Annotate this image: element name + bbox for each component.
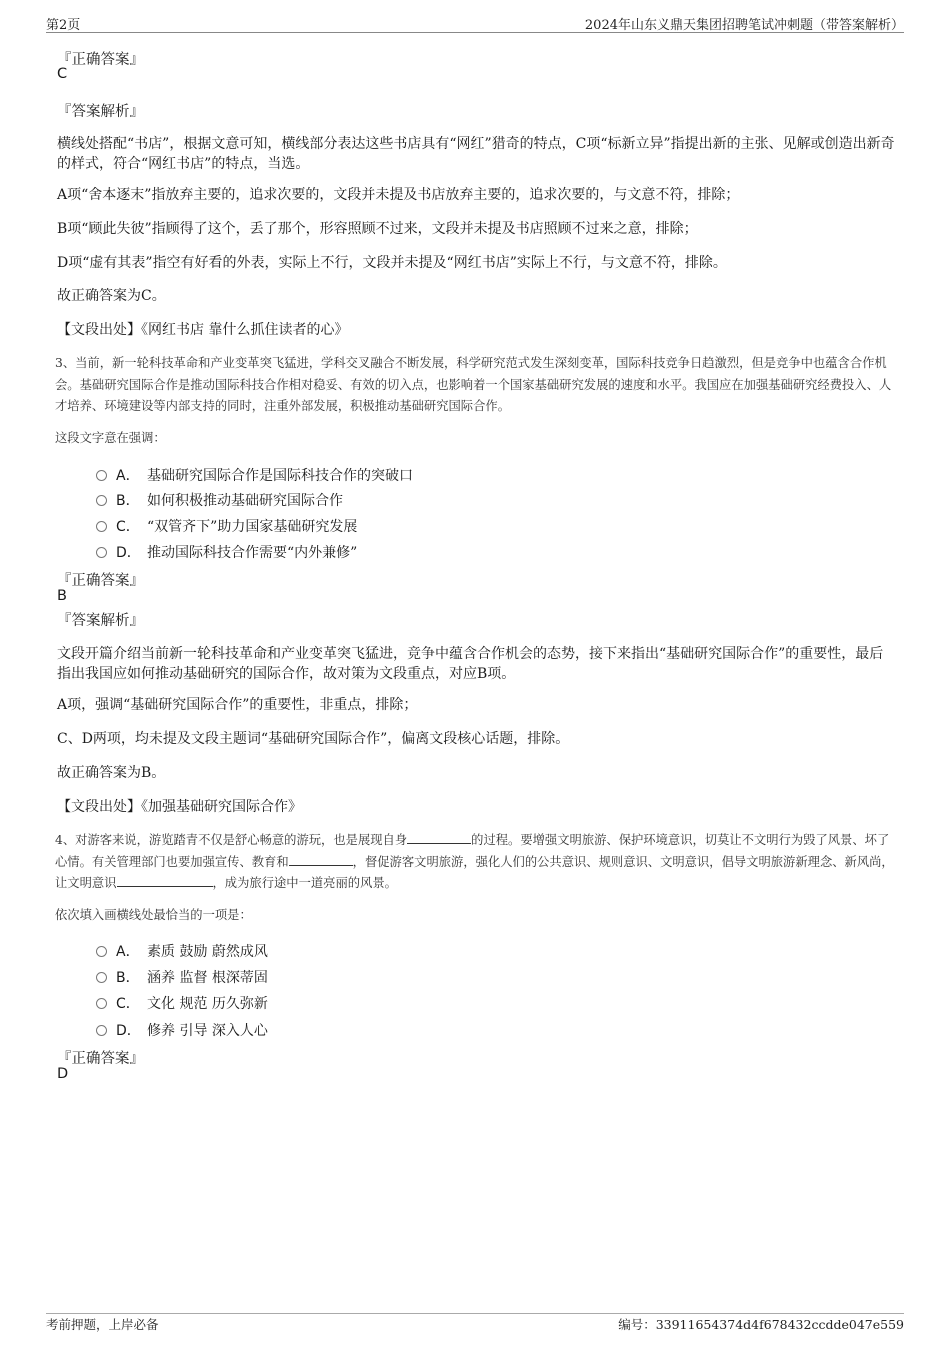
question-text [55, 830, 900, 895]
radio-icon[interactable] [96, 495, 107, 506]
option-text: 涵养 监督 根深蒂固 [147, 970, 268, 986]
option-key: A． [116, 944, 140, 960]
option-key: D． [116, 545, 141, 561]
analysis-paragraph: B项“顾此失彼”指顾得了这个，丢了那个，形容照顾不过来，文段并未提及书店照顾不过来之意，排除； [57, 221, 698, 237]
answer-value: D [57, 1066, 69, 1082]
analysis-paragraph: A项，强调“基础研究国际合作”的重要性，非重点，排除； [57, 697, 418, 713]
question-prompt: 这段文字意在强调： [55, 431, 166, 445]
analysis-paragraph: 文段开篇介绍当前新一轮科技革命和产业变革突飞猛进，竞争中蕴含合作机会的态势，接下来指出“基础研究国际合作”的重要性，最后指出我国应如何推动基础研究的国际合作，故对策为文段重点，对应B项。 [57, 646, 884, 682]
option-b[interactable] [96, 490, 343, 510]
option-text: 文化 规范 历久弥新 [147, 996, 268, 1012]
analysis-label: 『答案解析』 [57, 613, 144, 629]
source-citation: 【文段出处】《加强基础研究国际合作》 [57, 799, 302, 815]
radio-icon[interactable] [96, 1025, 107, 1036]
page-footer [46, 1313, 904, 1332]
question-text-part: ，成为旅行途中一道亮丽的风景。 [212, 876, 397, 890]
option-c[interactable] [96, 993, 268, 1013]
footer-slogan: 考前押题，上岸必备 [46, 1317, 159, 1332]
analysis-paragraph: A项“舍本逐末”指放弃主要的，追求次要的，文段并未提及书店放弃主要的，追求次要的，与文意不符，排除； [57, 187, 740, 203]
analysis-conclusion: 故正确答案为B。 [57, 765, 166, 781]
analysis-conclusion: 故正确答案为C。 [57, 288, 166, 304]
page-header [46, 14, 904, 33]
option-d[interactable] [96, 1020, 268, 1040]
analysis-label: 『答案解析』 [57, 104, 144, 120]
radio-icon[interactable] [96, 470, 107, 481]
fill-blank[interactable] [117, 874, 213, 887]
option-text: 素质 鼓励 蔚然成风 [147, 944, 268, 960]
option-text: “双管齐下”助力国家基础研究发展 [147, 519, 358, 535]
option-d[interactable] [96, 542, 357, 562]
answer-value: C [57, 66, 68, 82]
analysis-paragraph: D项“虚有其表”指空有好看的外表，实际上不行，文段并未提及“网红书店”实际上不行，与文意不符，排除。 [57, 255, 727, 271]
option-key: B． [116, 970, 140, 986]
option-b[interactable] [96, 967, 268, 987]
question-text-part: 4、对游客来说，游览踏青不仅是舒心畅意的游玩，也是展现自身 [55, 833, 408, 847]
answer-value: B [57, 588, 67, 604]
option-c[interactable] [96, 516, 357, 536]
answer-label: 『正确答案』 [57, 573, 144, 589]
analysis-paragraph: 横线处搭配“书店”，根据文意可知，横线部分表达这些书店具有“网红”猎奇的特点，C项“标新立异”指提出新的主张、见解或创造出新奇的样式，符合“网红书店”的特点，当选。 [57, 136, 895, 172]
option-a[interactable] [96, 941, 268, 961]
option-text: 修养 引导 深入人心 [147, 1023, 268, 1039]
fill-blank[interactable] [407, 831, 471, 844]
option-key: B． [116, 493, 140, 509]
option-key: D． [116, 1023, 141, 1039]
document-title: 2024年山东义鼎天集团招聘笔试冲刺题（带答案解析） [584, 18, 904, 33]
option-key: C． [116, 519, 140, 535]
question-prompt: 依次填入画横线处最恰当的一项是： [55, 908, 252, 922]
option-a[interactable] [96, 465, 413, 485]
option-text: 基础研究国际合作是国际科技合作的突破口 [147, 468, 413, 484]
source-citation: 【文段出处】《网红书店 靠什么抓住读者的心》 [57, 322, 349, 338]
page-number: 第2页 [46, 18, 81, 33]
question-text: 3、当前，新一轮科技革命和产业变革突飞猛进，学科交叉融合不断发展，科学研究范式发生深刻变革，国际科技竞争日趋激烈，但是竞争中也蕴含合作机会。基础研究国际合作是推动国际科技合作相对稳妥、有效的切入点，也影响着一个国家基础研究发展的速度和水平。我国应在加强基础研究经费投入、人才培养、环境建设等内部支持的同时，注重外部发展，积极推动基础研究国际合作。 [55, 356, 892, 413]
question-text-part: ，督促游客文明旅游，强化人们的公共意识、规则意识、文明意识，倡导文明旅游新理念、新风尚，让文明意识 [55, 854, 894, 890]
option-text: 推动国际科技合作需要“内外兼修” [147, 545, 358, 561]
answer-label: 『正确答案』 [57, 52, 144, 68]
radio-icon[interactable] [96, 547, 107, 558]
option-key: C． [116, 996, 140, 1012]
analysis-paragraph: C、D两项，均未提及文段主题词“基础研究国际合作”，偏离文段核心话题，排除。 [57, 731, 570, 747]
document-serial: 编号：33911654374d4f678432ccdde047e559 [618, 1317, 904, 1332]
radio-icon[interactable] [96, 972, 107, 983]
radio-icon[interactable] [96, 946, 107, 957]
radio-icon[interactable] [96, 521, 107, 532]
fill-blank[interactable] [289, 853, 353, 866]
answer-label: 『正确答案』 [57, 1051, 144, 1067]
radio-icon[interactable] [96, 998, 107, 1009]
question-text-part: 的过程。要增强文明旅游、保护环境意识，切莫让不文明行为毁了风景、坏了心情。有关管理部门也要加强宣传、教育和 [55, 833, 890, 869]
option-text: 如何积极推动基础研究国际合作 [147, 493, 343, 509]
option-key: A． [116, 468, 140, 484]
